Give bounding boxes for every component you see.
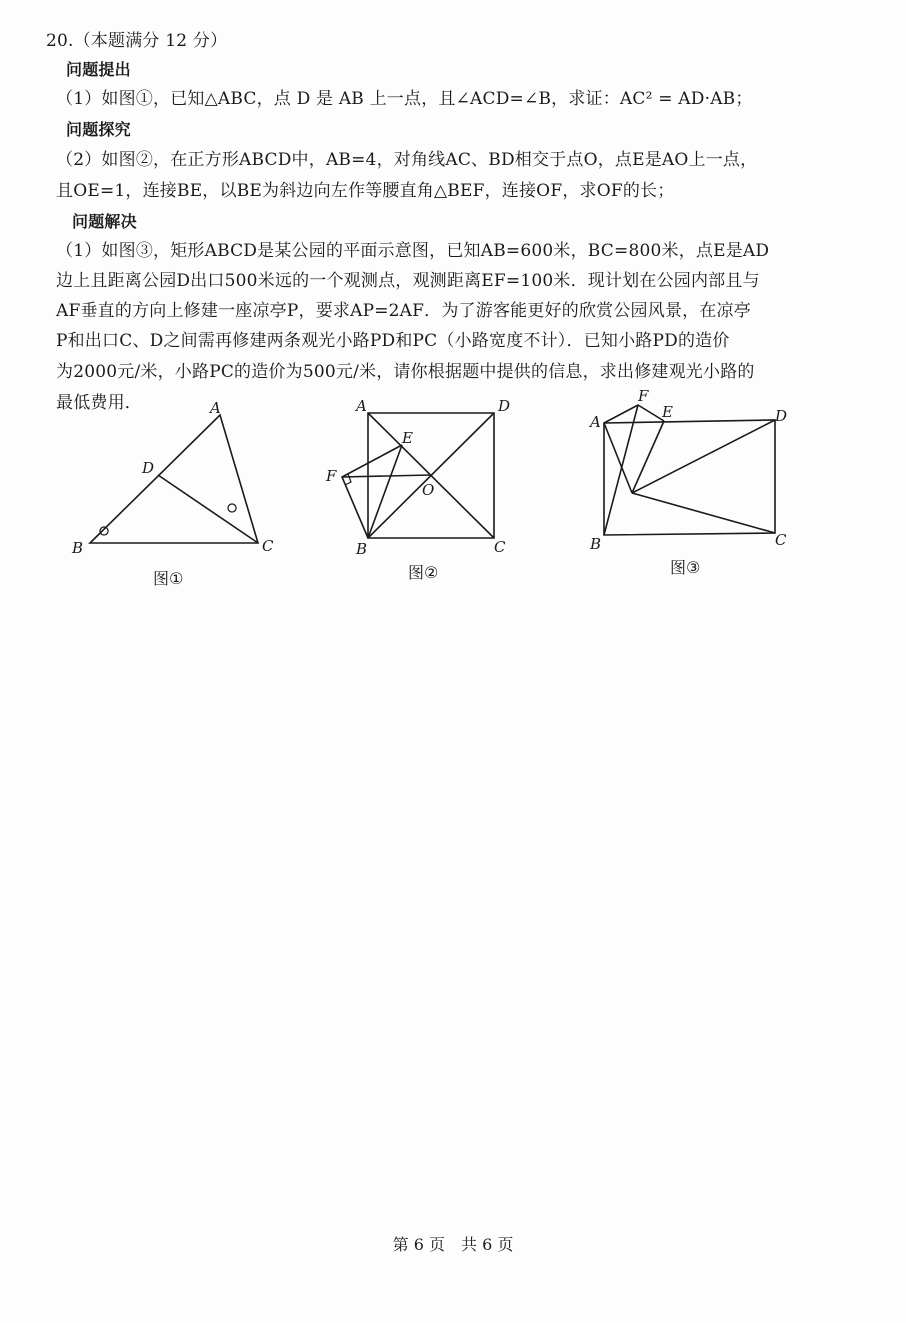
segment-of <box>342 475 431 477</box>
section-title-solve: 问题解决 <box>72 212 137 231</box>
label-f: F <box>638 387 649 405</box>
figure-3-caption: 图③ <box>670 558 701 577</box>
problem-header: 20.（本题满分 12 分） <box>46 31 228 51</box>
label-d: D <box>775 407 788 425</box>
triangle-abc <box>90 415 258 543</box>
part3-text-line3: AF垂直的方向上修建一座凉亭P，要求AP=2AF．为了游客能更好的欣赏公园风景，在凉亭 <box>56 301 751 321</box>
figure-1-triangle <box>60 395 290 560</box>
triangle-bef-sides <box>342 445 402 538</box>
segment-cd <box>158 475 258 543</box>
part2-text-line2: 且OE=1，连接BE，以BE为斜边向左作等腰直角△BEF，连接OF，求OF的长； <box>56 181 675 201</box>
section-title-explore: 问题探究 <box>66 120 131 139</box>
label-b: B <box>72 539 84 557</box>
label-d: D <box>498 397 511 415</box>
label-e: E <box>402 429 413 447</box>
part3-text-line6: 最低费用． <box>56 393 142 413</box>
label-a: A <box>356 397 367 415</box>
label-c: C <box>494 538 506 556</box>
segment-be <box>368 445 402 538</box>
path-pc <box>632 493 775 533</box>
label-a: A <box>210 399 221 417</box>
segment-fb <box>604 405 638 535</box>
part3-text-line4: P和出口C、D之间需再修建两条观光小路PD和PC（小路宽度不计）．已知小路PD的造价 <box>56 331 730 351</box>
label-c: C <box>262 537 274 555</box>
part3-text-line5: 为2000元/米，小路PC的造价为500元/米，请你根据题中提供的信息，求出修建观光小路的 <box>56 362 755 382</box>
section-title-raise: 问题提出 <box>66 60 131 79</box>
part3-text-line1: （1）如图③，矩形ABCD是某公园的平面示意图，已知AB=600米，BC=800米，点E是AD <box>56 241 770 261</box>
figure-1-caption: 图① <box>153 569 184 588</box>
label-b: B <box>590 535 602 553</box>
label-c: C <box>775 531 787 549</box>
label-a: A <box>590 413 601 431</box>
label-o: O <box>422 481 435 499</box>
part3-text-line2: 边上且距离公园D出口500米远的一个观测点，观测距离EF=100米．现计划在公园内部且与 <box>56 271 760 291</box>
part2-text-line1: （2）如图②，在正方形ABCD中，AB=4，对角线AC、BD相交于点O，点E是AO上一点， <box>56 150 758 170</box>
label-f: F <box>326 467 337 485</box>
segment-ep <box>632 421 664 493</box>
figure-3-rectangle <box>580 383 810 553</box>
label-d: D <box>142 459 155 477</box>
path-pd <box>632 420 775 493</box>
page-footer: 第 6 页 共 6 页 <box>392 1235 514 1254</box>
figure-2-square <box>320 395 520 560</box>
part1-text: （1）如图①，已知△ABC，点 D 是 AB 上一点，且∠ACD=∠B，求证：AC² = AD·AB； <box>56 89 753 109</box>
angle-acd-mark <box>228 504 236 512</box>
figure-2-caption: 图② <box>408 563 439 582</box>
label-b: B <box>356 540 368 558</box>
label-e: E <box>662 403 673 421</box>
